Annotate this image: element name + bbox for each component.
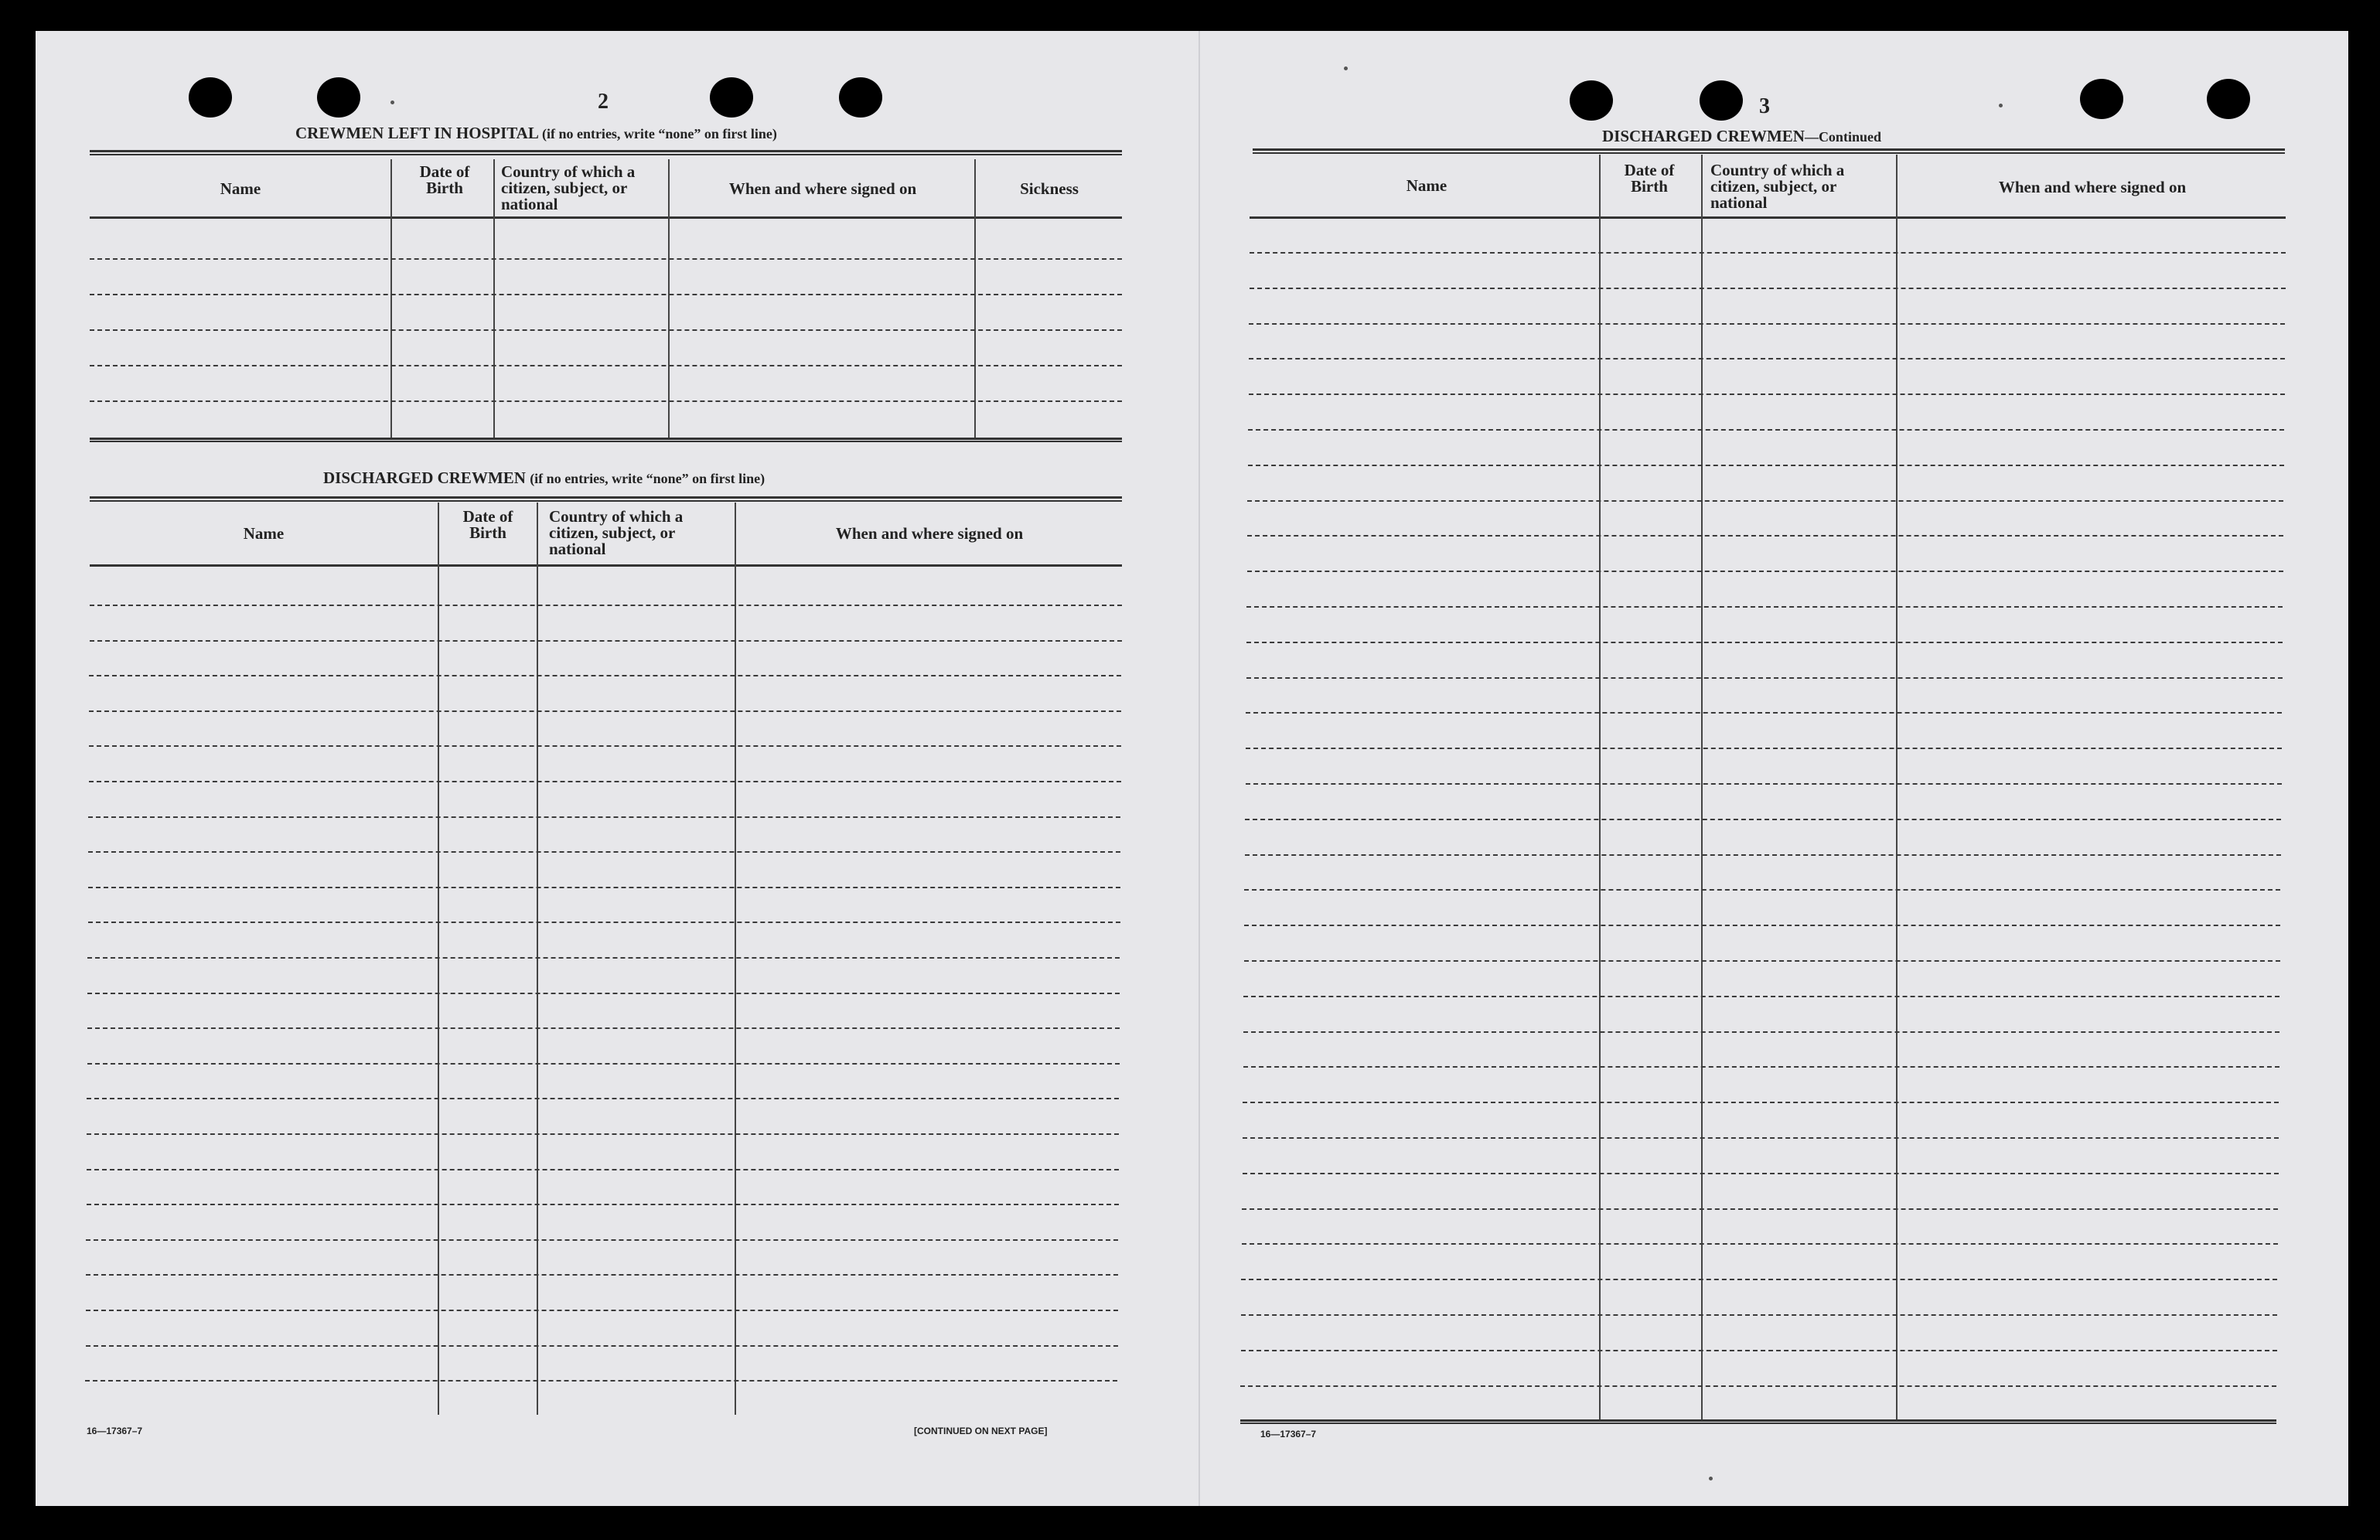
table-bottom-rule: [1240, 1419, 2276, 1424]
section-title-text: DISCHARGED CREWMEN: [1602, 127, 1805, 145]
entry-line[interactable]: [1249, 394, 2285, 395]
entry-line[interactable]: [87, 993, 1120, 994]
left-page: [36, 31, 1199, 1506]
entry-line[interactable]: [87, 1027, 1120, 1029]
entry-line[interactable]: [1245, 819, 2281, 820]
entry-line[interactable]: [88, 851, 1120, 853]
section-title-discharged-continued: [1602, 127, 1881, 146]
header-rule: [1250, 216, 2286, 219]
paper-speck: [390, 101, 394, 104]
entry-line[interactable]: [1248, 465, 2284, 466]
entry-line[interactable]: [86, 1345, 1118, 1347]
table-top-rule: [1253, 148, 2285, 154]
continued-note: [CONTINUED ON NEXT PAGE]: [914, 1426, 1048, 1436]
section-subtitle: (if no entries, write “none” on first line): [530, 471, 765, 486]
entry-line[interactable]: [1247, 500, 2283, 502]
entry-line[interactable]: [87, 1098, 1119, 1099]
column-divider: [974, 159, 976, 438]
entry-line[interactable]: [1247, 571, 2283, 572]
entry-line[interactable]: [90, 294, 1122, 295]
entry-line[interactable]: [1242, 1208, 2278, 1210]
entry-line[interactable]: [1243, 1031, 2279, 1033]
column-header-signed-on: When and where signed on: [1998, 178, 2187, 196]
section-title-hospital: [295, 124, 777, 143]
entry-line[interactable]: [89, 745, 1121, 747]
entry-line[interactable]: [90, 329, 1122, 331]
entry-line[interactable]: [87, 957, 1120, 959]
entry-line[interactable]: [89, 675, 1121, 676]
section-subtitle: (if no entries, write “none” on first line): [541, 126, 777, 141]
entry-line[interactable]: [1247, 535, 2283, 537]
entry-line[interactable]: [87, 1133, 1119, 1135]
punch-hole: [839, 77, 882, 118]
punch-hole: [189, 77, 232, 118]
section-title-text: CREWMEN LEFT IN HOSPITAL: [295, 124, 538, 142]
entry-line[interactable]: [1244, 889, 2280, 891]
entry-line[interactable]: [89, 710, 1121, 712]
punch-hole: [1570, 80, 1613, 121]
column-header-date-of-birth: Date of Birth: [419, 162, 470, 197]
punch-hole: [317, 77, 360, 118]
entry-line[interactable]: [1241, 1314, 2277, 1316]
entry-line[interactable]: [87, 1204, 1119, 1205]
entry-line[interactable]: [1246, 748, 2282, 749]
column-divider: [1896, 155, 1898, 1419]
entry-line[interactable]: [1243, 996, 2279, 997]
entry-line[interactable]: [1244, 925, 2280, 926]
column-header-signed-on: When and where signed on: [835, 524, 1024, 543]
form-number: 16—17367–7: [1260, 1429, 1317, 1439]
entry-line[interactable]: [1250, 288, 2286, 289]
page-number: 3: [1759, 94, 1770, 118]
column-divider: [668, 159, 670, 438]
entry-line[interactable]: [1246, 606, 2283, 608]
column-divider: [390, 159, 392, 438]
entry-line[interactable]: [89, 781, 1121, 782]
entry-line[interactable]: [90, 400, 1122, 402]
form-number: 16—17367–7: [87, 1426, 143, 1436]
entry-line[interactable]: [88, 887, 1120, 888]
column-header-signed-on: When and where signed on: [728, 179, 917, 198]
entry-line[interactable]: [88, 816, 1120, 818]
paper-speck: [1709, 1477, 1713, 1480]
entry-line[interactable]: [90, 640, 1122, 642]
entry-line[interactable]: [86, 1239, 1118, 1241]
entry-line[interactable]: [90, 365, 1122, 366]
column-header-date-of-birth: Date of Birth: [1624, 161, 1675, 196]
section-subtitle: —Continued: [1804, 129, 1881, 145]
section-title-text: DISCHARGED CREWMEN: [323, 468, 526, 487]
column-divider: [1599, 155, 1601, 1419]
page-spine: [1199, 31, 1200, 1506]
entry-line[interactable]: [1250, 252, 2286, 254]
page-number: 2: [598, 90, 609, 114]
punch-hole: [710, 77, 753, 118]
entry-line[interactable]: [87, 1063, 1120, 1065]
column-header-name: Name: [220, 179, 261, 198]
table-top-rule: [90, 496, 1122, 502]
paper-speck: [1344, 66, 1348, 70]
entry-line[interactable]: [85, 1380, 1117, 1382]
entry-line[interactable]: [1241, 1350, 2277, 1351]
entry-line[interactable]: [90, 258, 1122, 260]
column-divider: [1701, 155, 1703, 1419]
entry-line[interactable]: [1243, 1173, 2279, 1174]
entry-line[interactable]: [1243, 1102, 2279, 1103]
column-header-country: Country of which a citizen, subject, or national: [501, 162, 636, 213]
entry-line[interactable]: [1248, 429, 2284, 431]
entry-line[interactable]: [1246, 783, 2282, 785]
column-header-date-of-birth: Date of Birth: [462, 507, 513, 542]
column-header-name: Name: [243, 524, 285, 543]
entry-line[interactable]: [1246, 642, 2283, 643]
entry-line[interactable]: [1240, 1385, 2276, 1387]
column-header-country: Country of which a citizen, subject, or national: [1710, 161, 1845, 212]
column-header-country: Country of which a citizen, subject, or national: [549, 507, 684, 558]
header-rule: [90, 216, 1122, 219]
entry-line[interactable]: [90, 605, 1122, 606]
paper-speck: [1999, 104, 2003, 107]
entry-line[interactable]: [1245, 854, 2281, 856]
entry-line[interactable]: [1242, 1243, 2278, 1245]
column-header-name: Name: [1406, 176, 1447, 195]
entry-line[interactable]: [1241, 1279, 2277, 1280]
entry-line[interactable]: [1244, 960, 2280, 962]
punch-hole: [2207, 79, 2250, 119]
punch-hole: [1700, 80, 1743, 121]
entry-line[interactable]: [1249, 323, 2285, 325]
entry-line[interactable]: [87, 1169, 1119, 1170]
entry-line[interactable]: [88, 922, 1120, 923]
entry-line[interactable]: [1246, 677, 2283, 679]
entry-line[interactable]: [86, 1274, 1118, 1276]
punch-hole: [2080, 79, 2123, 119]
section-title-discharged: [323, 468, 765, 488]
table-top-rule: [90, 150, 1122, 155]
column-divider: [493, 159, 495, 438]
entry-line[interactable]: [1243, 1066, 2279, 1068]
entry-line[interactable]: [1246, 712, 2282, 714]
header-rule: [90, 564, 1122, 567]
entry-line[interactable]: [1243, 1137, 2279, 1139]
table-bottom-rule: [90, 438, 1122, 442]
entry-line[interactable]: [1249, 358, 2285, 359]
entry-line[interactable]: [86, 1310, 1118, 1311]
column-header-sickness: Sickness: [1020, 179, 1079, 198]
